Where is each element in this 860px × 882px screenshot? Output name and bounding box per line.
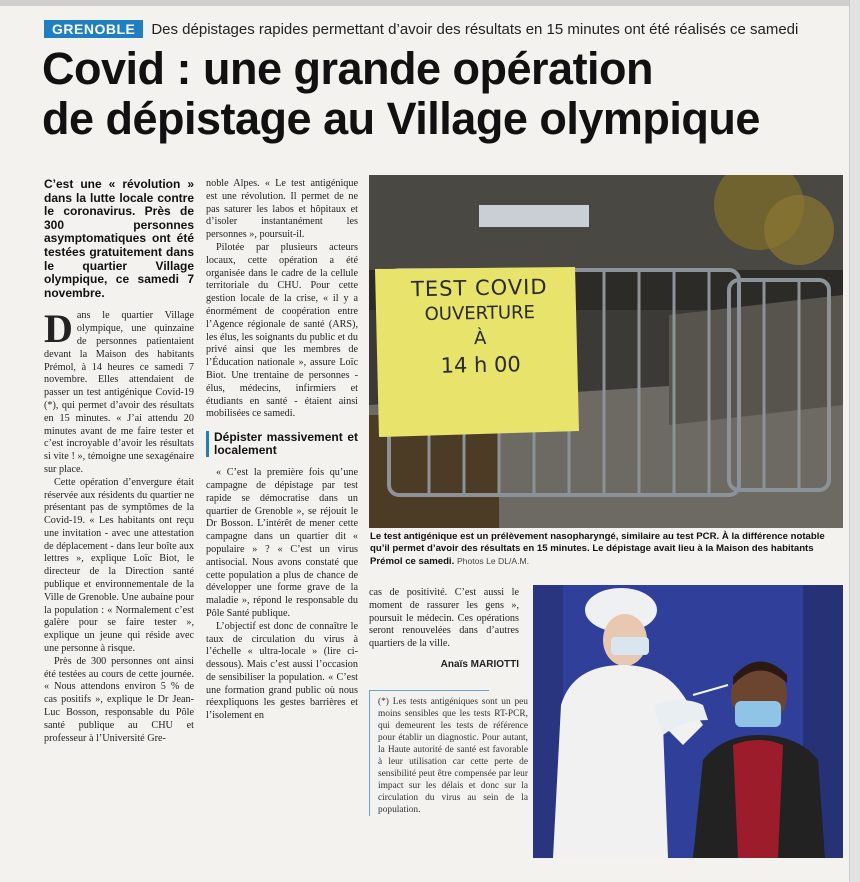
- headline: [42, 44, 852, 144]
- photo-illustration: [533, 585, 843, 858]
- paragraph: Cette opération d’envergure était réservée aux résidents du quartier ne présentant pas de symptômes de la Covid-19. « Les habitants ont reçu une invitation - avec une attestation de déplacement - dans leur boîte aux lettres », explique Loïc Biot, le directeur de la Direction santé publique et environnementale de la Ville de Grenoble. Une aubaine pour la population : « Normalement c’est galère pour se faire tester », explique un jeune qui réside avec une personne à risque.: [44, 476, 194, 655]
- subheading: Dépister massivement et localement: [206, 431, 358, 457]
- article-column-1: [44, 178, 194, 745]
- sign-line: OUVERTURE: [424, 302, 536, 325]
- photo-nasal-swab: [533, 585, 843, 858]
- paragraph: Dans le quartier Village olympique, une quinzaine de personnes patientaient devant la Maison des habitants Prémol, à 14 heures ce samedi 7 novembre. Elles attendaient de passer un test antigénique Covid-19 (*), qui permet d’avoir des résultats en 15 minutes. « J’ai attendu 20 minutes avant de me faire tester et c’est incroyable d’avoir les résultats si vite ! », témoigne une sexagénaire sur place.: [44, 306, 194, 475]
- photo-credit: Photos Le DL/A.M.: [456, 556, 530, 566]
- handwritten-sign: [394, 274, 566, 381]
- headline-line-2: de dépistage au Village olympique: [42, 93, 760, 144]
- footnote-text: (*) Les tests antigéniques sont un peu moins sensibles que les tests RT-PCR, qui demeurent les tests de référence pour établir un diagnostic. Pour autant, la Haute autorité de santé est favorable à leur utilisation car cette perte de sensibilité peut être compensée par leur impact sur les délais et donc sur la circulation du virus au sein de la population.: [378, 697, 528, 815]
- sign-line: 14 h 00: [440, 352, 521, 378]
- kicker: [44, 20, 798, 38]
- paragraph: noble Alpes. « Le test antigénique est une révolution. Il permet de ne pas saturer les labos et hôpitaux et d’isoler instantanément les personnes », poursuit-il.: [206, 178, 358, 241]
- footnote-rule: [369, 690, 489, 691]
- top-border: [0, 0, 860, 6]
- location-tag: GRENOBLE: [44, 20, 143, 38]
- sign-line: TEST COVID: [410, 274, 548, 302]
- paragraph: Pilotée par plusieurs acteurs locaux, cette opération a été organisée dans le cadre de la cellule territoriale du CHU. Pour cette gestion locale de la crise, « il y a énormément de coopération entre l’Agence régionale de santé (ARS), les élus, les soignants du public et du privé ainsi que les membres de l’Éducation nationale », assure Loïc Biot. Une trentaine de personnes - élus, médecins, infirmiers et étudiants en santé - étaient ainsi mobilisées ce samedi.: [206, 241, 358, 420]
- photo-caption: [370, 531, 840, 568]
- drop-cap: D: [44, 306, 73, 352]
- kicker-text: Des dépistages rapides permettant d’avoir des résultats en 15 minutes ont été réalisés ce samedi: [151, 20, 799, 38]
- article-column-2: [206, 178, 358, 723]
- author-signature: Anaïs MARIOTTI: [440, 658, 519, 670]
- footnote-box: [369, 690, 528, 816]
- paragraph: Près de 300 personnes ont ainsi été testées au cours de cette journée. « Nous attendons environ 5 % de cas positifs », explique le Dr Jean-Luc Bosson, responsable du Pôle santé publique au CHU et professeur à l’Université Gre-: [44, 655, 194, 744]
- chapo: C’est une « révolution » dans la lutte locale contre le coronavirus. Près de 300 personnes asymptomatiques ont été testées gratuitement dans le quartier Village olympique, ce samedi 7 novembre.: [44, 177, 194, 300]
- paragraph: cas de positivité. C’est aussi le moment de rassurer les gens », poursuit le médecin. Ces opérations seront renouvelées dans d’autres quartiers de la ville.: [369, 587, 519, 650]
- paragraph: L’objectif est donc de connaître le taux de circulation du virus à l’échelle « ultra-locale » (lire ci-dessous). Mais c’est aussi l’occasion de sensibiliser la population. « C’est une formation grand public où nous réexpliquons les gestes barrières et l’isolement en: [206, 620, 358, 722]
- caption-text: Le test antigénique est un prélèvement nasopharyngé, similaire au test PCR. À la différence notable qu’il permet d’avoir des résultats en 15 minutes. Le dépistage avait lieu à la Maison des habitants Prémol ce samedi.: [370, 531, 825, 567]
- sign-line: À: [473, 327, 487, 350]
- paragraph: « C’est la première fois qu’une campagne de dépistage par test rapide se démocratise dans un quartier de Grenoble », se réjouit le Dr Bosson. L’intérêt de mener cette campagne dans un quartier dit « populaire » ? « C’est un virus antisocial. Nous avons constaté que cette population a plus de chance de développer une forme grave de la maladie », répond le responsable du Pôle Santé publique.: [206, 467, 358, 619]
- article-column-3: [369, 587, 519, 672]
- headline-line-1: Covid : une grande opération: [42, 43, 654, 94]
- photo-test-covid-sign: [369, 175, 843, 528]
